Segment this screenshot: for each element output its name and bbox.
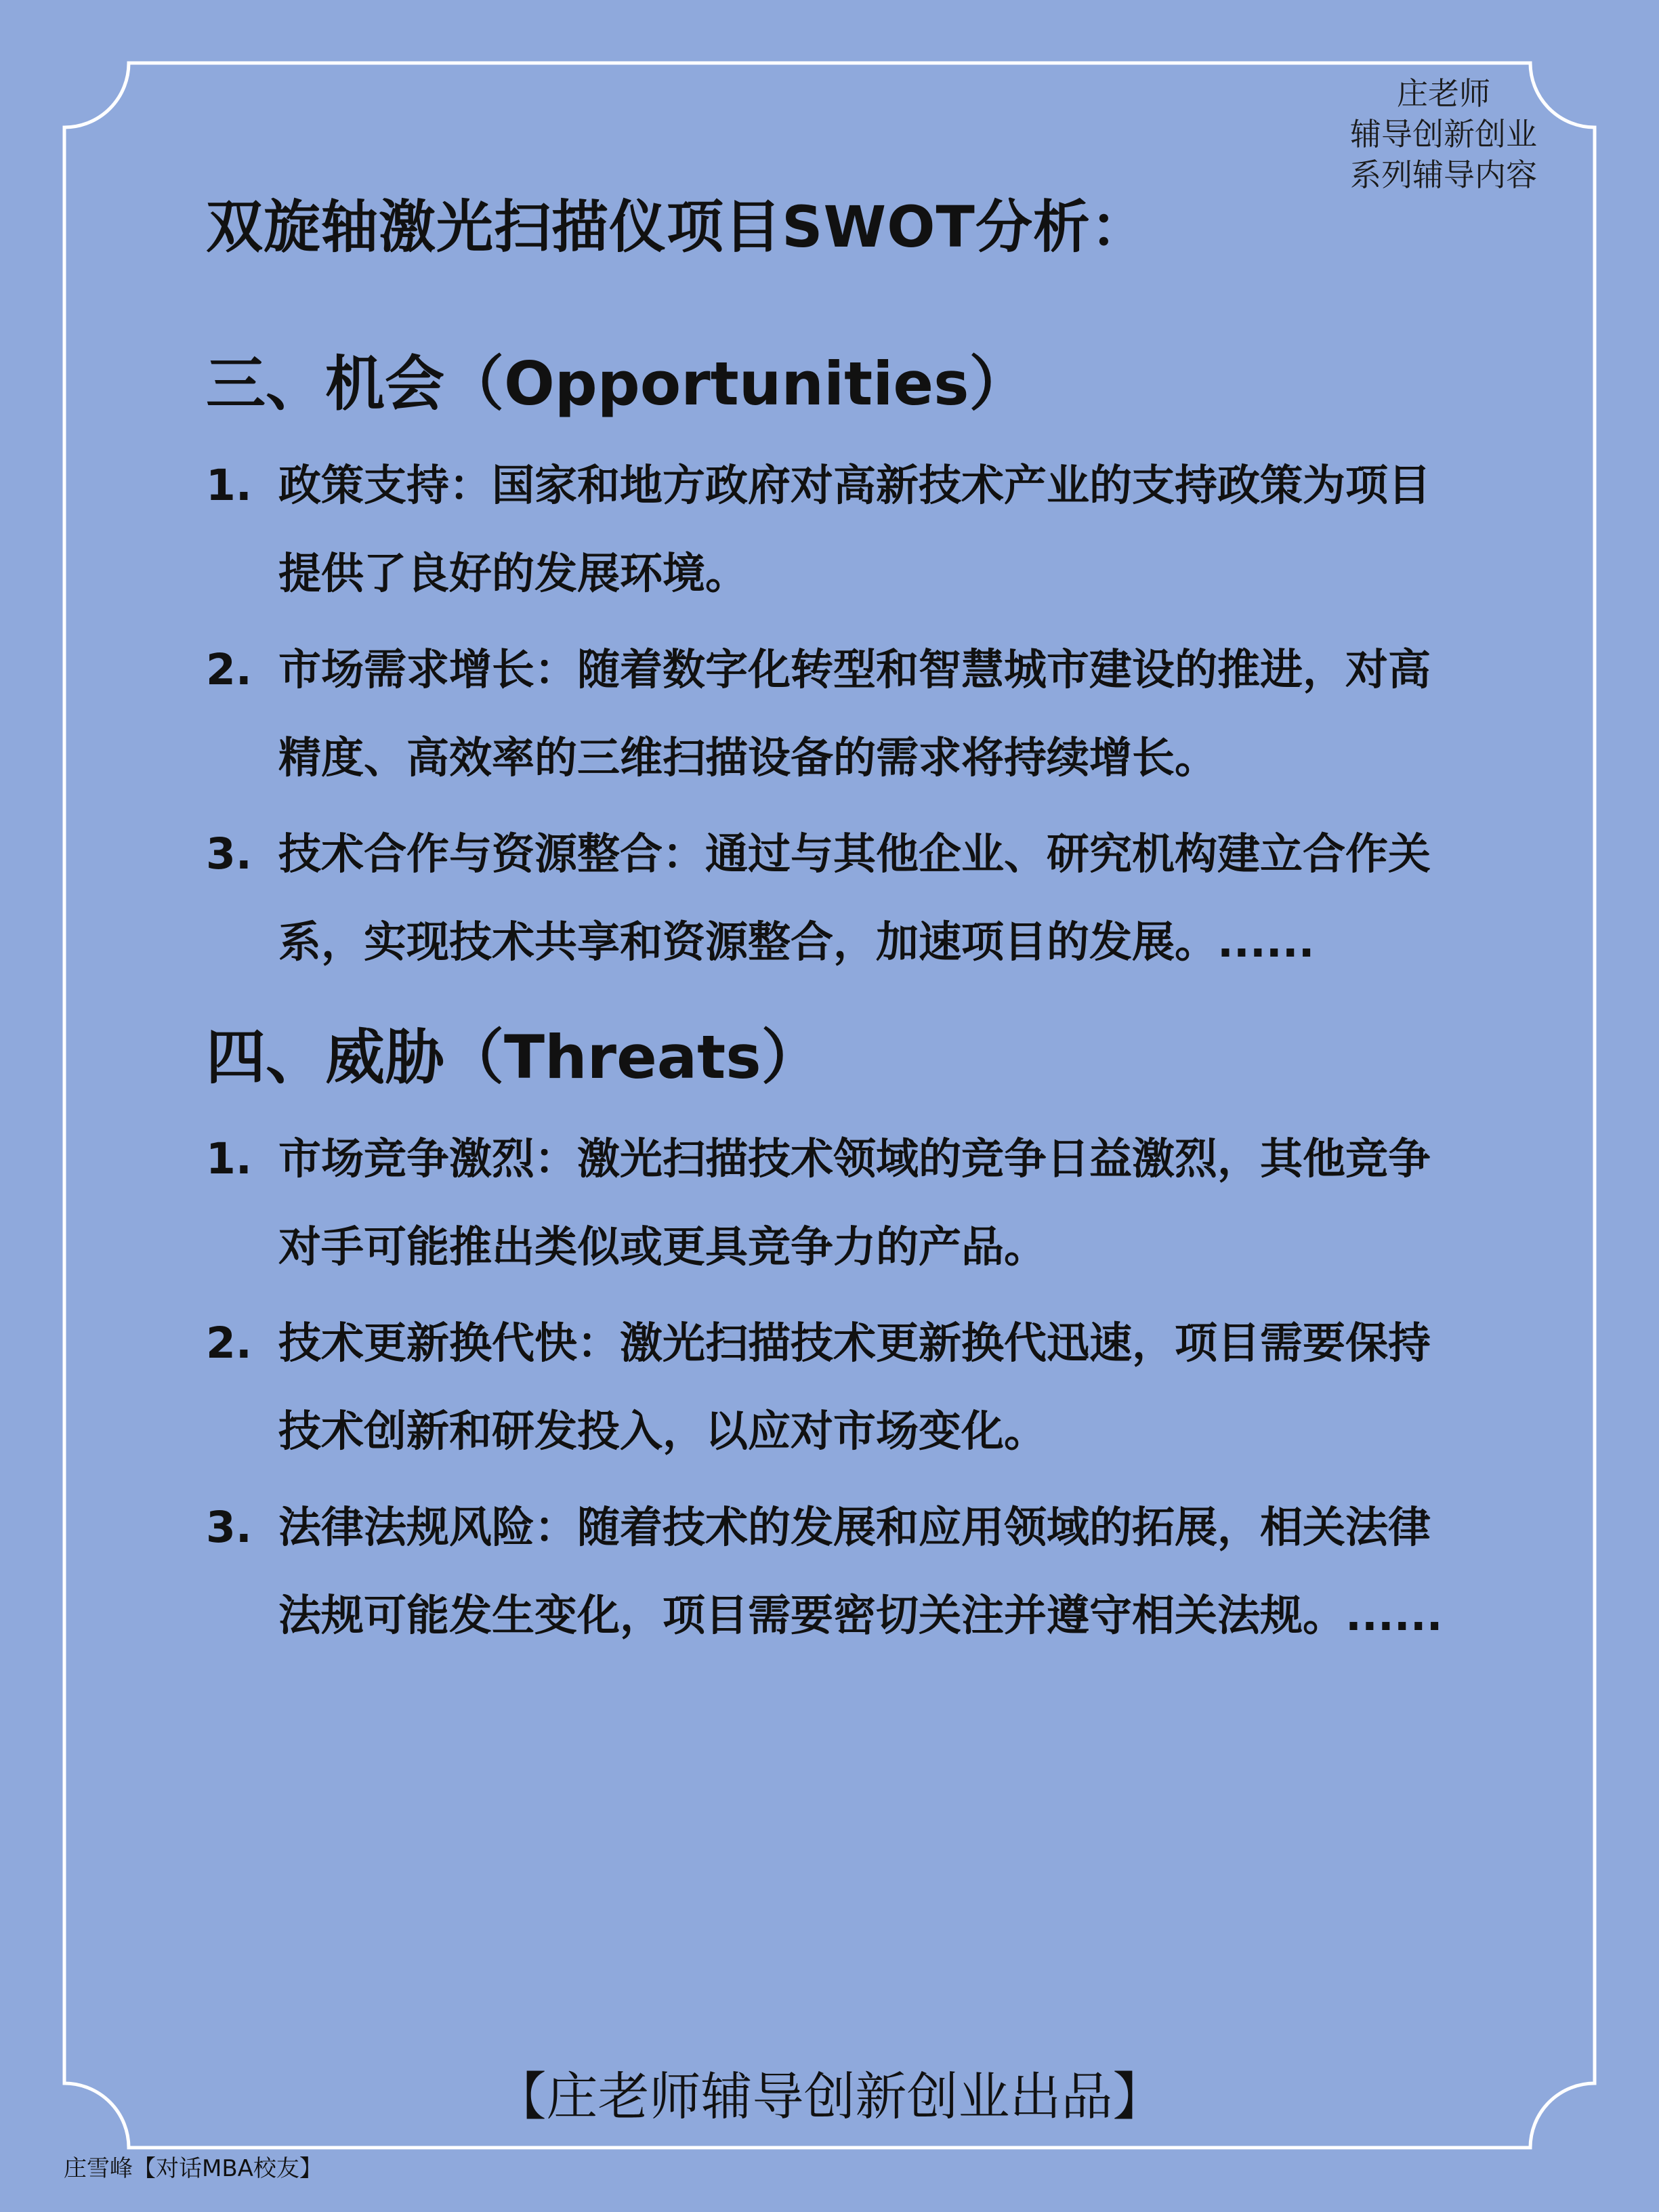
item-number: 1. — [206, 1134, 252, 1184]
corner-note-line: 辅导创新创业 — [1350, 116, 1537, 152]
threats-list — [206, 1115, 1493, 1660]
corner-note — [1350, 73, 1537, 195]
item-number: 3. — [206, 1503, 252, 1552]
item-text: 技术更新换代快：激光扫描技术更新换代迅速，项目需要保持技术创新和研发投入，以应对市场变化。 — [278, 1318, 1431, 1456]
corner-note-line: 庄老师 — [1397, 75, 1490, 112]
footer-credit: 【庄老师辅导创新创业出品】 — [495, 2066, 1164, 2127]
author-credit: 庄雪峰【对话MBA校友】 — [64, 2155, 322, 2182]
main-content — [206, 183, 1493, 1668]
opportunities-list — [206, 442, 1493, 986]
item-number: 1. — [206, 461, 252, 510]
list-item — [206, 1484, 1493, 1660]
item-number: 2. — [206, 645, 252, 694]
item-text: 技术合作与资源整合：通过与其他企业、研究机构建立合作关系，实现技术共享和资源整合，加速项目的发展。...... — [278, 829, 1431, 967]
opportunities-heading: 三、机会（Opportunities） — [206, 349, 1029, 419]
item-text: 市场竞争激烈：激光扫描技术领域的竞争日益激烈，其他竞争对手可能推出类似或更具竞争力的产品。 — [278, 1134, 1431, 1272]
list-item — [206, 442, 1493, 618]
list-item — [206, 1115, 1493, 1291]
list-item — [206, 626, 1493, 802]
page-title: 双旋轴激光扫描仪项目SWOT分析： — [206, 194, 1148, 260]
item-text: 法律法规风险：随着技术的发展和应用领域的拓展，相关法律法规可能发生变化，项目需要密切关注并遵守相关法规。...... — [278, 1503, 1443, 1640]
item-number: 2. — [206, 1318, 252, 1368]
list-item — [206, 1299, 1493, 1476]
corner-note-line: 系列辅导内容 — [1350, 156, 1537, 193]
threats-heading: 四、威胁（Threats） — [206, 1022, 821, 1092]
list-item — [206, 810, 1493, 986]
item-number: 3. — [206, 829, 252, 879]
item-text: 市场需求增长：随着数字化转型和智慧城市建设的推进，对高精度、高效率的三维扫描设备的需求将持续增长。 — [278, 645, 1431, 782]
item-text: 政策支持：国家和地方政府对高新技术产业的支持政策为项目提供了良好的发展环境。 — [278, 461, 1431, 598]
